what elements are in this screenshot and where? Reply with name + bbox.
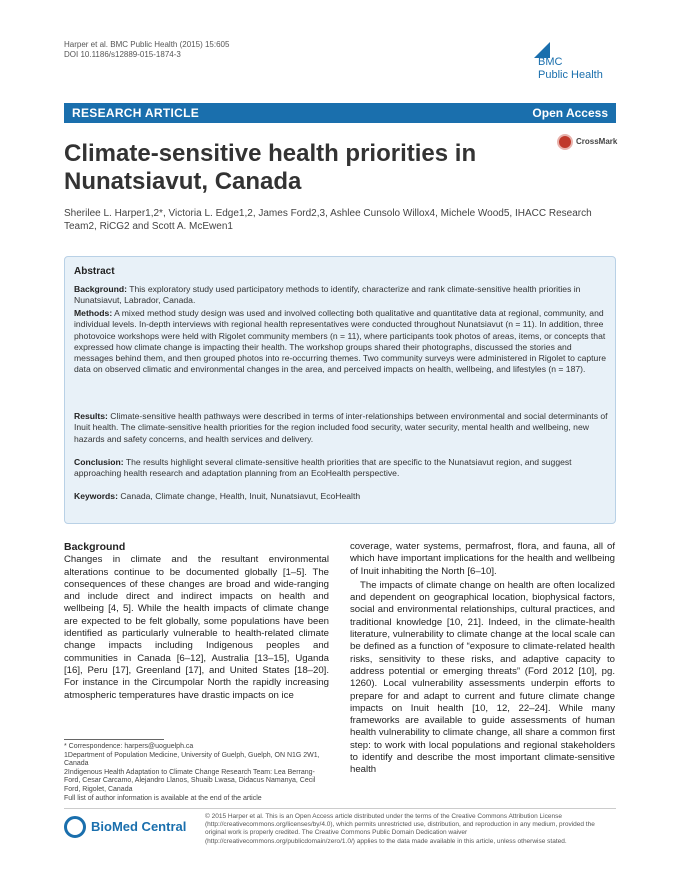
citation-line-2: DOI 10.1186/s12889-015-1874-3 (64, 50, 181, 59)
article-citation (64, 40, 229, 60)
footnote-divider (64, 739, 164, 740)
footnotes (64, 743, 329, 803)
abstract-heading: Abstract (74, 266, 115, 277)
license-text: © 2015 Harper et al. This is an Open Access article distributed under the terms of the Creative Commons Attribution License (http://creativecommons.org/licenses/by/4.0), which permits unrestricted use, distribution, and reproduction in any medium, provided the original work is properly credited. The Creative Commons Public Domain Dedication waiver (http://creativecommons.org/publicdomain/zero/1.0/) applies to the data made available in this article, unless otherwise stated. (205, 813, 595, 845)
abstract-background: Background: This exploratory study used participatory methods to identify, characterize and rank climate-sensitive health priorities in Nunatsiavut, Labrador, Canada. (74, 284, 581, 306)
publisher-logo-icon (64, 816, 86, 838)
journal-logo[interactable] (526, 42, 612, 88)
abstract-results: Results: Climate-sensitive health pathways were described in terms of inter-relationships between environmental and social determinants of Inuit health. The climate-sensitive health priorities for the region included food security, water security, mental health and wellbeing, new hazards and safety concerns, and health services and delivery. (74, 411, 608, 444)
affiliation-note: 1Department of Population Medicine, University of Guelph, Guelph, ON N1G 2W1, Canada (64, 751, 320, 768)
crossmark-label: CrossMark (576, 137, 618, 146)
crossmark-badge[interactable] (557, 134, 617, 152)
correspondence-note: * Correspondence: harpers@uoguelph.ca (64, 743, 194, 750)
crossmark-icon (557, 134, 573, 150)
affiliation-note: 2Indigenous Health Adaptation to Climate Change Research Team: Lea Berrang-Ford, Cesar Carcamo, Alejandro Llanos, Shuaib Lwasa, Didacus Namanya, Cecil Ford, Rigolet, Canada (64, 768, 316, 793)
abstract-methods: Methods: A mixed method study design was used and involved collecting both qualitative and quantitative data at regional, community, and individual levels. In-depth interviews with regional health representatives were conducted throughout Nunatsiavut (n = 11). In addition, three photovoice workshops were held with Rigolet community members (n = 11), where participants took photos of areas, items, or concepts that expressed how climate change is impacting their health. The workshop groups shared their photographs, discussed the stories and messages behind them, and then grouped photos into re-occurring themes. Two community surveys were administered in Rigolet to capture data on observed climatic and environmental changes in the area, and perceived impacts on health, wellbeing, and lifestyles (n = 187). (74, 308, 606, 375)
journal-logo-text: BMC Public Health (538, 56, 603, 81)
publisher-name: BioMed Central (91, 819, 187, 834)
article-type-label: RESEARCH ARTICLE (72, 106, 200, 120)
body-paragraph: The impacts of climate change on health are often localized and dependent on geographical location, biophysical factors, social and environmental relationships, cultural practices, and traditional knowledge [10, 21]. Indeed, in the climate-health literature, vulnerability to climate change at the local scale can be defined as a function of “exposure to climate-related health risks, sensitivity to these risks, and adaptive capacity to address potential or emerging threats” (Ford 2012 [10], pg. 1260). Local vulnerability assessments underpin efforts to prepare for and adapt to current and future climate change impacts on Inuit health [10, 12, 22–24]. While many frameworks are available to guide assessments of human health vulnerability to climate change, all share a common first step: to work with local populations and regional stakeholders to identify and describe the most important climate-sensitive health (350, 579, 615, 776)
section-heading: Background (64, 541, 126, 553)
body-paragraph: coverage, water systems, permafrost, flora, and fauna, all of which have important implications for the health and wellbeing of Inuit inhabiting the North [6–10]. (350, 541, 615, 577)
article-title: Climate-sensitive health priorities in Nunatsiavut, Canada (64, 140, 477, 195)
author-list: Sherilee L. Harper1,2*, Victoria L. Edge1,2, James Ford2,3, Ashlee Cunsolo Willox4, Michele Wood5, IHACC Research Team2, RiCG2 and Scott A. McEwen1 (64, 208, 592, 232)
open-access-label: Open Access (532, 106, 608, 120)
article-type-banner (64, 103, 616, 123)
abstract-keywords: Keywords: Canada, Climate change, Health, Inuit, Nunatsiavut, EcoHealth (74, 491, 361, 501)
abstract-conclusion: Conclusion: The results highlight several climate-sensitive health priorities that are specific to the Nunatsiavut region, and suggest approaching health research and adaptation planning from an EcoHealth perspective. (74, 457, 572, 479)
body-column-left (64, 541, 329, 702)
abstract-box (64, 256, 616, 524)
citation-line-1: Harper et al. BMC Public Health (2015) 15:605 (64, 40, 230, 49)
author-info-note: Full list of author information is available at the end of the article (64, 794, 262, 802)
publisher-logo[interactable] (64, 814, 194, 842)
footer-divider (64, 808, 616, 809)
body-column-right (350, 541, 615, 777)
body-paragraph: Changes in climate and the resultant environmental alterations continue to be documented globally [1–5]. The consequences of these changes are broad and wide-ranging and include direct and indirect impacts on health and wellbeing [4, 5]. While the health impacts of climate change are expected to be felt globally, some populations have been identified as particularly vulnerable to health-related climate change impacts including Indigenous peoples and communities in Canada [6–12], Australia [13–15], Uganda [16], Peru [17], Greenland [17], and United States [18–20]. For instance in the Circumpolar North the rapidly increasing atmospheric temperatures have drastic impacts on ice (64, 554, 329, 701)
